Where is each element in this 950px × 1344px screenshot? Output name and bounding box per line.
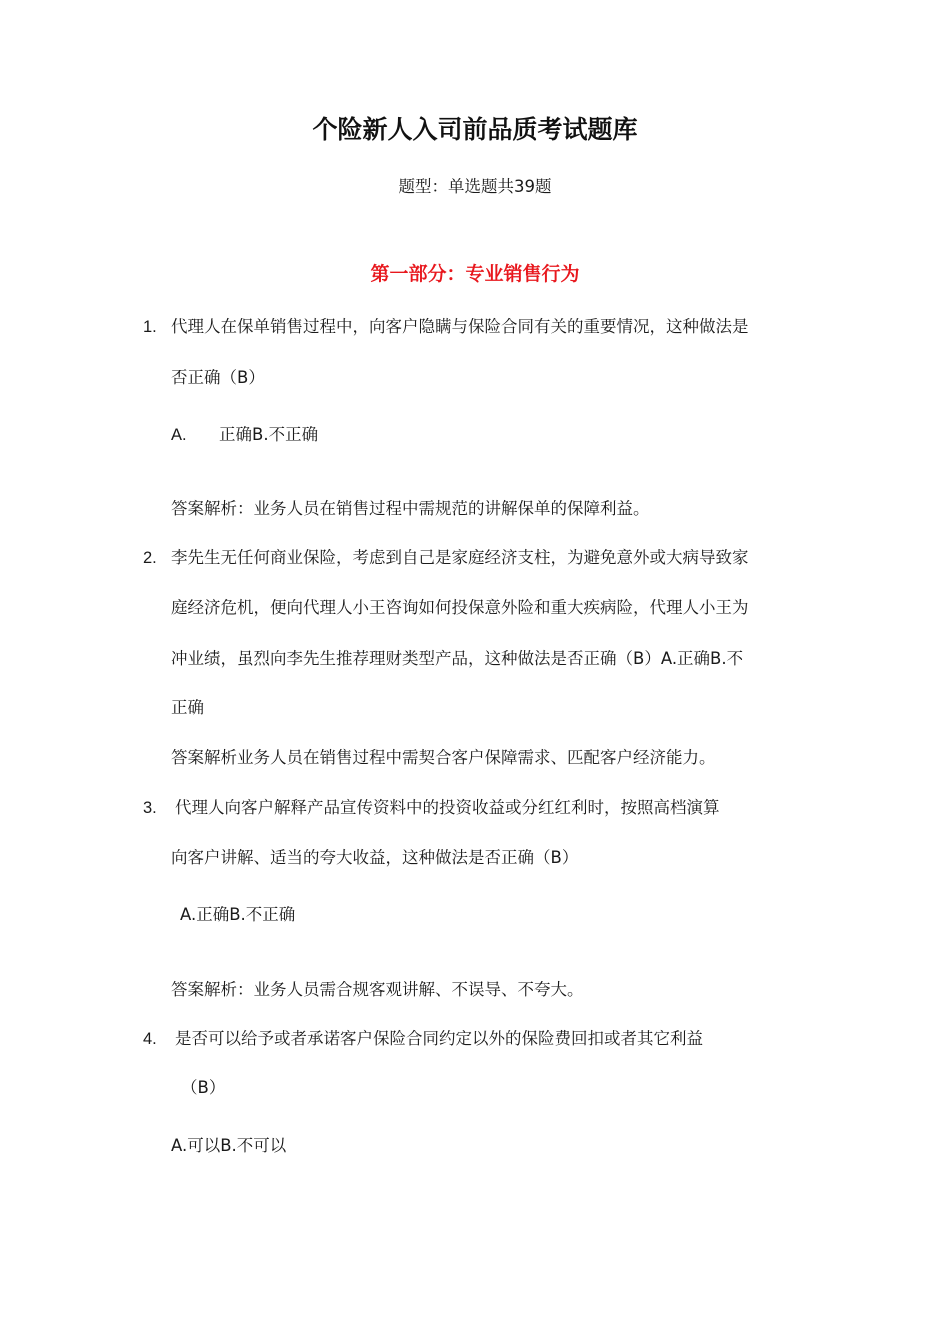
- page-title: 个险新人入司前品质考试题库: [312, 115, 638, 144]
- question-text-line: 代理人在保单销售过程中，向客户隐瞒与保险合同有关的重要情况，这种做法是: [171, 317, 749, 336]
- question-number: 1.: [143, 318, 157, 336]
- option-a-label: A.: [171, 426, 187, 444]
- question-number: 2.: [143, 549, 157, 567]
- question-number: 4.: [143, 1030, 157, 1048]
- question-text-line: 是否可以给予或者承诺客户保险合同约定以外的保险费回扣或者其它利益: [175, 1029, 703, 1048]
- question-type-subtitle: 题型：单选题共39题: [398, 177, 552, 196]
- question-text-line: 冲业绩，虽烈向李先生推荐理财类型产品，这种做法是否正确（B）A.正确B.不: [171, 649, 744, 668]
- question-text-line: 向客户讲解、适当的夸大收益，这种做法是否正确（B）: [171, 848, 579, 867]
- question-text-line: 李先生无任何商业保险，考虑到自己是家庭经济支柱，为避免意外或大病导致家: [171, 548, 749, 567]
- section-heading: 第一部分：专业销售行为: [370, 263, 580, 285]
- question-text-line: 正确: [171, 698, 204, 717]
- question-text-line: （B）: [181, 1078, 226, 1097]
- answer-options: A.正确B.不正确: [180, 905, 296, 924]
- answer-options: 正确B.不正确: [219, 425, 319, 444]
- question-text-line: 否正确（B）: [171, 368, 265, 387]
- question-number: 3.: [143, 799, 157, 817]
- answer-options: A.可以B.不可以: [171, 1136, 287, 1155]
- question-text-line: 代理人向客户解释产品宣传资料中的投资收益或分红红利时，按照高档演算: [175, 798, 720, 817]
- answer-analysis: 答案解析：业务人员在销售过程中需规范的讲解保单的保障利益。: [171, 499, 650, 518]
- question-text-line: 庭经济危机，便向代理人小王咨询如何投保意外险和重大疾病险，代理人小王为: [171, 598, 749, 617]
- answer-analysis: 答案解析业务人员在销售过程中需契合客户保障需求、匹配客户经济能力。: [171, 748, 716, 767]
- answer-analysis: 答案解析：业务人员需合规客观讲解、不误导、不夸大。: [171, 980, 584, 999]
